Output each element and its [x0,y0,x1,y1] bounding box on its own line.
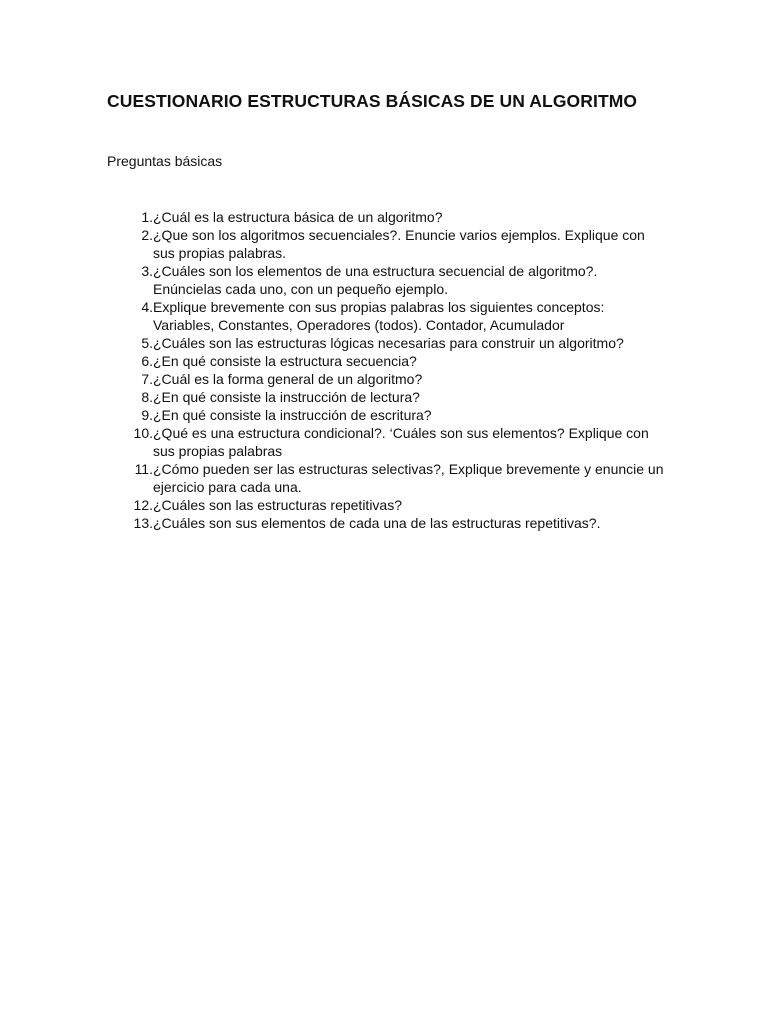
question-text: ¿Que son los algoritmos secuenciales?. Enuncie varios ejemplos. Explique con sus propias palabras. [153,227,645,261]
question-number: 4. [141,299,153,315]
question-number: 8. [141,389,153,405]
question-text: ¿Cuáles son los elementos de una estructura secuencial de algoritmo?. Enúncielas cada uno, con un pequeño ejemplo. [153,263,598,297]
question-number: 11. [134,461,153,477]
list-item [107,388,687,406]
question-text: ¿Qué es una estructura condicional?. ‘Cuáles son sus elementos? Explique con sus propias palabras [153,425,649,459]
list-item [107,298,687,334]
question-number: 2. [141,227,153,243]
list-item [107,514,687,532]
question-text: ¿Cuál es la estructura básica de un algoritmo? [153,209,443,225]
list-item [107,334,687,352]
list-item [107,496,687,514]
question-number: 1. [141,209,153,225]
question-text: ¿En qué consiste la instrucción de lectura? [153,389,420,405]
question-number: 3. [141,263,153,279]
question-number: 13. [133,515,153,531]
question-text: ¿Cuáles son sus elementos de cada una de las estructuras repetitivas?. [153,515,601,531]
list-item [107,370,687,388]
section-subtitle: Preguntas básicas [107,153,223,169]
question-text: ¿Cómo pueden ser las estructuras selectivas?, Explique brevemente y enuncie un ejercicio para cada una. [153,461,664,495]
question-number: 7. [141,371,153,387]
list-item [107,262,687,298]
question-text: ¿Cuáles son las estructuras repetitivas? [153,497,402,513]
list-item [107,208,687,226]
question-text: ¿Cuáles son las estructuras lógicas necesarias para construir un algoritmo? [153,335,624,351]
question-number: 9. [141,407,153,423]
question-text: Explique brevemente con sus propias palabras los siguientes conceptos: Variables, Constantes, Operadores (todos). Contador, Acumulador [153,299,605,333]
list-item [107,424,687,460]
list-item [107,406,687,424]
list-item [107,352,687,370]
question-list [107,208,687,532]
question-number: 5. [141,335,153,351]
list-item [107,226,687,262]
list-item [107,460,687,496]
document-title: CUESTIONARIO ESTRUCTURAS BÁSICAS DE UN ALGORITMO [107,91,638,111]
question-text: ¿Cuál es la forma general de un algoritmo? [153,371,423,387]
question-number: 6. [141,353,153,369]
question-number: 10. [133,425,153,441]
question-number: 12. [133,497,153,513]
question-text: ¿En qué consiste la estructura secuencia? [153,353,417,369]
question-text: ¿En qué consiste la instrucción de escritura? [153,407,432,423]
